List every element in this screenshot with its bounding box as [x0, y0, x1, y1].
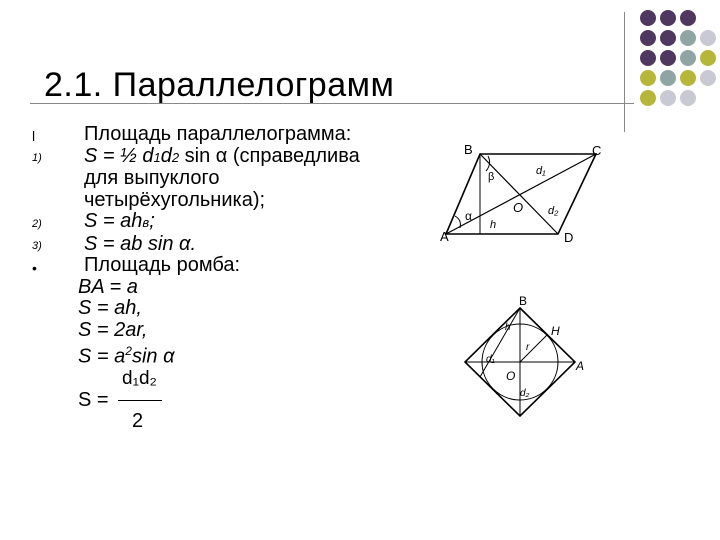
- formula-diagonals: S = ½ d1d2 sin α (справедлива: [84, 144, 360, 167]
- rhombus-label-d2: d₂: [520, 388, 530, 399]
- rhombus-vertex-B: B: [519, 294, 528, 308]
- rhombus-formula-radius: S = 2ar,: [78, 318, 148, 341]
- decor-dot: [680, 50, 696, 66]
- point-O: O: [513, 200, 524, 215]
- area-heading: Площадь параллелограмма:: [84, 123, 352, 145]
- rhombus-center-O: O: [506, 369, 516, 383]
- label-h: h: [490, 219, 497, 231]
- rhombus-vertex-A: A: [576, 359, 585, 373]
- vertex-D: D: [564, 230, 574, 245]
- bullet-2: 1): [32, 152, 42, 164]
- decor-dot: [640, 50, 656, 66]
- rhombus-label-d1: d₁: [486, 354, 495, 365]
- page-title: 2.1. Параллелограмм: [44, 66, 395, 104]
- label-d1: d₁: [536, 165, 546, 177]
- formula-sides: S = ab sin α.: [84, 232, 197, 255]
- label-beta: β: [488, 171, 495, 183]
- rhombus-formula-height: S = ah,: [78, 297, 142, 319]
- rhombus-formula-sine: $S = a^2\sin$ α: [78, 344, 175, 368]
- rhombus-side: BA = a: [78, 275, 138, 298]
- rhombus-label-h: h: [505, 322, 511, 333]
- decor-dot: [700, 50, 716, 66]
- decor-dot: [640, 30, 656, 46]
- formula-text: [78, 123, 360, 433]
- fraction-bar: [118, 400, 162, 401]
- rhombus-label-r: r: [526, 342, 530, 353]
- vertical-divider: [624, 12, 625, 132]
- decorative-dots: [640, 10, 720, 120]
- label-alpha: α: [465, 209, 472, 223]
- decor-dot: [660, 70, 676, 86]
- decor-dot: [700, 70, 716, 86]
- decor-dot: [660, 30, 676, 46]
- decor-dot: [640, 90, 656, 106]
- bullet-1: l: [32, 128, 36, 144]
- decor-dot: [660, 10, 676, 26]
- rhombus-fraction-lhs: S =: [78, 390, 360, 412]
- decor-dot: [660, 90, 676, 106]
- rhombus-radius-line: [520, 335, 547, 362]
- formula-diagonals-cont2: четырёхугольника);: [84, 188, 266, 211]
- vertex-A: A: [440, 229, 449, 244]
- decor-dot: [640, 10, 656, 26]
- rhombus-heading: Площадь ромба:: [84, 254, 241, 276]
- bullet-4: 3): [32, 240, 42, 252]
- angle-beta-arc: [486, 156, 490, 171]
- bullet-5: •: [32, 260, 37, 276]
- rhombus-fraction-denominator: 2: [132, 410, 144, 433]
- decor-dot: [640, 70, 656, 86]
- decor-dot: [660, 50, 676, 66]
- decor-dot: [680, 70, 696, 86]
- decor-dot: [700, 30, 716, 46]
- geometry-diagram: [430, 140, 610, 420]
- decor-dot: [680, 90, 696, 106]
- label-d2: d₂: [548, 205, 559, 217]
- formula-diagonals-cont1: для выпуклого: [84, 167, 220, 189]
- bullet-3: 2): [32, 218, 42, 230]
- rhombus-point-H: H: [551, 324, 560, 338]
- rhombus-fraction-numerator: d₁d₂: [122, 368, 157, 390]
- decor-dot: [680, 30, 696, 46]
- vertex-B: B: [464, 142, 473, 157]
- formula-height: S = ahв;: [84, 210, 155, 232]
- decor-dot: [680, 10, 696, 26]
- vertex-C: C: [592, 143, 602, 158]
